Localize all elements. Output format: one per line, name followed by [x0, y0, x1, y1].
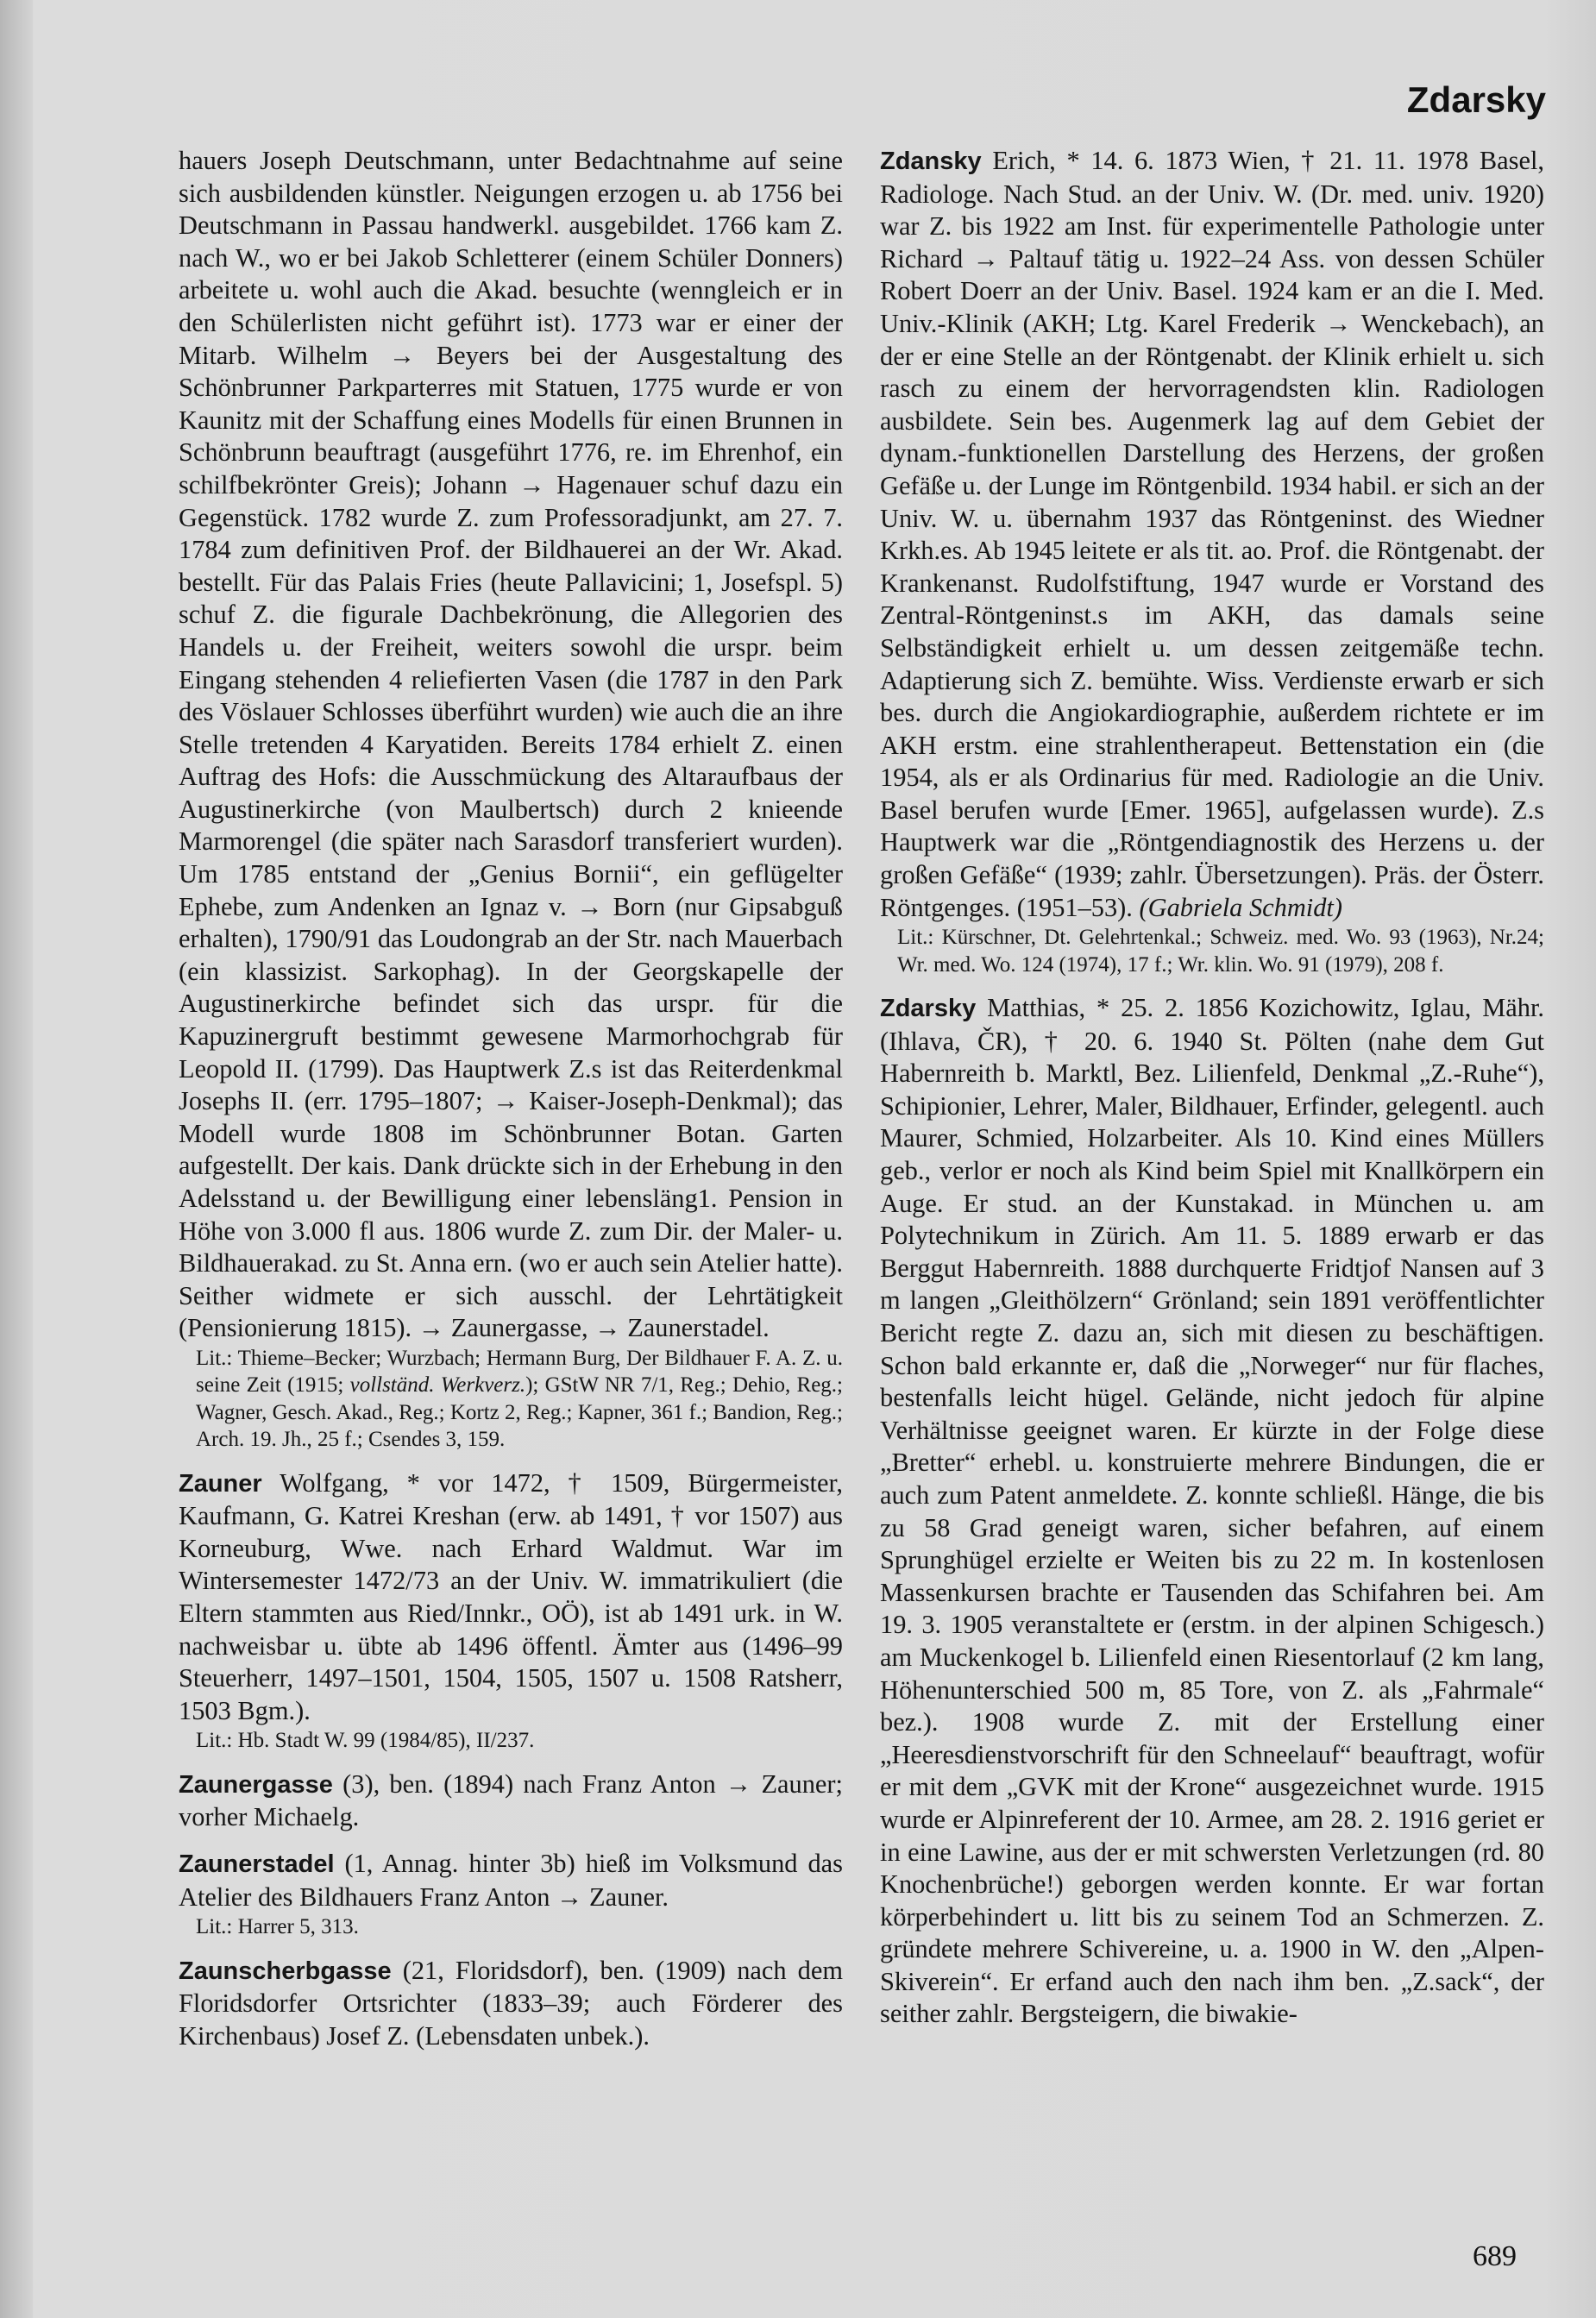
entry-lemma: Zdarsky — [880, 995, 977, 1023]
entry-continuation — [179, 145, 843, 1454]
entry-zaunergasse — [179, 1768, 843, 1834]
page-number: 689 — [1473, 2240, 1517, 2272]
entry-lemma: Zaunerstadel — [179, 1850, 335, 1878]
literature-note: Lit.: Thieme–Becker; Wurzbach; Hermann Burg, Der Bildhauer F. A. Z. u. seine Zeit (1915; vollständ. Werkverz.); GStW NR 7/1, Reg.; Dehio, Reg.; Wagner, Gesch. Akad., Reg.; Kortz 2, Reg.; Kapner, 361 f.; Bandion, Reg.; Arch. 19. Jh., 25 f.; Csendes 3, 159. — [196, 1346, 843, 1452]
book-spine-shadow — [0, 0, 33, 2318]
literature-note: Lit.: Hb. Stadt W. 99 (1984/85), II/237. — [196, 1729, 535, 1753]
literature-note: Lit.: Harrer 5, 313. — [196, 1915, 359, 1939]
entry-text: (3), ben. (1894) nach Franz Anton → Zauner; vorher Michaelg. — [179, 1768, 843, 1832]
running-header: Zdarsky — [1406, 79, 1546, 120]
entry-zaunscherbgasse — [179, 1955, 843, 2053]
entry-text: Wolfgang, * vor 1472, † 1509, Bürgermeister, Kaufmann, G. Katrei Kreshan (erw. ab 1491, † vor 1507) aus Korneuburg, Wwe. nach Erhard Waldmut. War im Wintersemester 1472/73 an der Univ. W. immatrikuliert (die Eltern stammten aus Ried/Innkr., OÖ), ist ab 1491 urk. in W. nachweisbar u. übte ab 1496 öffentl. Ämter aus (1496–99 Steuerherr, 1497–1501, 1504, 1505, 1507 u. 1508 Ratsherr, 1503 Bgm.). — [179, 1467, 843, 1725]
entry-text: Matthias, * 25. 2. 1856 Kozichowitz, Iglau, Mähr. (Ihlava, ČR), † 20. 6. 1940 St. Pölten (nahe dem Gut Habernreith b. Marktl, Bez. Lilienfeld, Denkmal „Z.-Ruhe“), Schipionier, Lehrer, Maler, Bildhauer, Erfinder, gelegentl. auch Maurer, Schmied, Holzarbeiter. Als 10. Kind eines Müllers geb., verlor er noch als Kind beim Spiel mit Knallkörpern ein Auge. Er stud. an der Kunstakad. in München u. am Polytechnikum in Zürich. Am 11. 5. 1889 erwarb er das Berggut Habernreith. 1888 durchquerte Fridtjof Nansen auf 3 m langen „Gleithölzern“ Grönland; sein 1891 veröffentlichter Bericht regte Z. dazu an, sich mit diesen zu beschäftigen. Schon bald erkannte er, daß die „Norweger“ nur für flaches, bestenfalls leicht hügel. Gelände, nicht jedoch für alpine Verhältnisse geeignet waren. Er kürzte in der Folge diese „Bretter“ erhebl. u. konstruierte mehrere Bindungen, die er auch zum Patent anmeldete. Z. konnte schließl. Hänge, die bis zu 58 Grad geneigt waren, sicher befahren, auf einem Sprunghügel erzielte er Weiten bis zu 22 m. In kostenlosen Massenkursen brachte er Tausenden das Schifahren bei. Am 19. 3. 1905 veranstaltete er (erstm. in der alpinen Schigesch.) am Muckenkogel b. Lilienfeld einen Riesentorlauf (2 km lang, Höhenunterschied 500 m, 85 Tore, von Z. als „Fahrmale“ bez.). 1908 wurde Z. mit der Erstellung einer „Heeresdienstvorschrift für den Schneelauf“ beauftragt, wofür er mit dem „GVK mit der Krone“ ausgezeichnet wurde. 1915 wurde er Alpinreferent der 10. Armee, am 28. 2. 1916 geriet er in eine Lawine, aus der er mit schwersten Verletzungen (rd. 80 Knochenbrüche!) geborgen werden konnte. Er war fortan körperbehindert u. litt bis zu seinem Tod an Schmerzen. Z. gründete mehrere Schivereine, u. a. 1900 in W. den „Alpen-Skiverein“. Er erfand auch den nach ihm ben. „Z.sack“, der seither zahlr. Bergsteigern, die biwakie- — [880, 993, 1544, 2029]
entry-text: Erich, * 14. 6. 1873 Wien, † 21. 11. 1978 Basel, Radiologe. Nach Stud. an der Univ. W. (Dr. med. univ. 1920) war Z. bis 1922 am Inst. für experimentelle Pathologie unter Richard → Paltauf tätig u. 1922–24 Ass. von dessen Schüler Robert Doerr an der Univ. Basel. 1924 kam er an die I. Med. Univ.-Klinik (AKH; Ltg. Karel Frederik → Wenckebach), an der er eine Stelle an der Röntgenabt. der Klinik erhielt u. sich rasch zu einem der hervorragendsten klin. Radiologen ausbildete. Sein bes. Augenmerk lag auf dem Gebiet der dynam.-funktionellen Darstellung des Herzens, der großen Gefäße u. der Lunge im Röntgenbild. 1934 habil. er sich an der Univ. W. u. übernahm 1937 das Röntgeninst. des Wiedner Krkh.es. Ab 1945 leitete er als tit. ao. Prof. die Röntgenabt. der Krankenanst. Rudolfstiftung, 1947 wurde er Vorstand des Zentral-Röntgeninst.s im AKH, das damals seine Selbständigkeit erhielt u. um dessen zeitgemäße techn. Adaptierung sich Z. bemühte. Wiss. Verdienste erwarb er sich bes. durch die Angiokardiographie, außerdem richtete er im AKH erstm. eine strahlentherapeut. Bettenstation ein (die 1954, als er als Ordinarius für med. Radiologie an die Univ. Basel berufen wurde [Emer. 1965], aufgelassen wurde). Z.s Hauptwerk war die „Röntgendiagnostik des Herzens u. der großen Gefäße“ (1939; zahlr. Übersetzungen). Präs. der Österr. Röntgenges. (1951–53). — [880, 146, 1544, 922]
entry-zdansky — [880, 145, 1544, 978]
entry-lemma: Zaunscherbgasse — [179, 1957, 392, 1985]
entry-text: (21, Floridsdorf), ben. (1909) nach dem Floridsdorfer Ortsrichter (1833–39; auch Förderer des Kirchenbaus) Josef Z. (Lebensdaten unbek.). — [179, 1955, 843, 2051]
entry-lemma: Zauner — [179, 1469, 262, 1498]
entry-zauner — [179, 1467, 843, 1755]
entry-text: (1, Annag. hinter 3b) hieß im Volksmund das Atelier des Bildhauers Franz Anton → Zauner. — [179, 1848, 843, 1912]
left-column — [179, 145, 843, 2052]
literature-note: Lit.: Kürschner, Dt. Gelehrtenkal.; Schweiz. med. Wo. 93 (1963), Nr.24; Wr. med. Wo. 124 (1974), 17 f.; Wr. klin. Wo. 91 (1979), 208 f. — [897, 926, 1544, 977]
entry-lemma: Zaunergasse — [179, 1770, 333, 1799]
entry-lemma: Zdansky — [880, 148, 982, 175]
entry-zaunerstadel — [179, 1848, 843, 1941]
entry-zdarsky — [880, 992, 1544, 2031]
author-signature: (Gabriela Schmidt) — [1139, 892, 1342, 922]
entry-text: hauers Joseph Deutschmann, unter Bedachtnahme auf seine sich ausbildenden künstler. Neigungen erzogen u. ab 1756 bei Deutschmann in Passau handwerkl. ausgebildet. 1766 kam Z. nach W., wo er bei Jakob Schletterer (einem Schüler Donners) arbeitete u. wohl auch die Akad. besuchte (wenngleich er in den Schülerlisten nicht geführt ist). 1773 war er einer der Mitarb. Wilhelm → Beyers bei der Ausgestaltung des Schönbrunner Parkparterres mit Statuen, 1775 wurde er von Kaunitz mit der Schaffung eines Modells für einen Brunnen in Schönbrunn beauftragt (ausgeführt 1776, re. im Ehrenhof, ein schilfbekrönter Greis); Johann → Hagenauer schuf dazu ein Gegenstück. 1782 wurde Z. zum Professoradjunkt, am 27. 7. 1784 zum definitiven Prof. der Bildhauerei an der Wr. Akad. bestellt. Für das Palais Fries (heute Pallavicini; 1, Josefspl. 5) schuf Z. die figurale Dachbekrönung, die Allegorien des Handels u. der Freiheit, weiters sowohl die urspr. beim Eingang stehenden 4 reliefierten Vasen (die 1787 in den Park des Vöslauer Schlosses überführt wurden) wie auch die an ihre Stelle tretenden 4 Karyatiden. Bereits 1784 erhielt Z. einen Auftrag des Hofs: die Ausschmückung des Altaraufbaus der Augustinerkirche (von Maulbertsch) durch 2 knieende Marmorengel (die später nach Sarasdorf transferiert wurden). Um 1785 entstand der „Genius Bornii“, ein geflügelter Ephebe, zum Andenken an Ignaz v. → Born (nur Gipsabguß erhalten), 1790/91 das Loudongrab an der Str. nach Mauerbach (ein klassizist. Sarkophag). In der Georgskapelle der Augustinerkirche befindet sich das urspr. für die Kapuzinergruft bestimmt gewesene Marmorhochgrab für Leopold II. (1799). Das Hauptwerk Z.s ist das Reiterdenkmal Josephs II. (err. 1795–1807; → Kaiser-Joseph-Denkmal); das Modell wurde 1808 im Schönbrunner Botan. Garten aufgestellt. Der kais. Dank drückte sich in der Erhebung in den Adelsstand u. der Bewilligung einer lebensläng1. Pension in Höhe von 3.000 fl aus. 1806 wurde Z. zum Dir. der Maler- u. Bildhauerakad. zu St. Anna ern. (wo er auch sein Atelier hatte). Seither widmete er sich ausschl. der Lehrtätigkeit (Pensionierung 1815). → Zaunergasse, → Zaunerstadel. — [179, 146, 843, 1343]
right-column — [880, 145, 1544, 2031]
